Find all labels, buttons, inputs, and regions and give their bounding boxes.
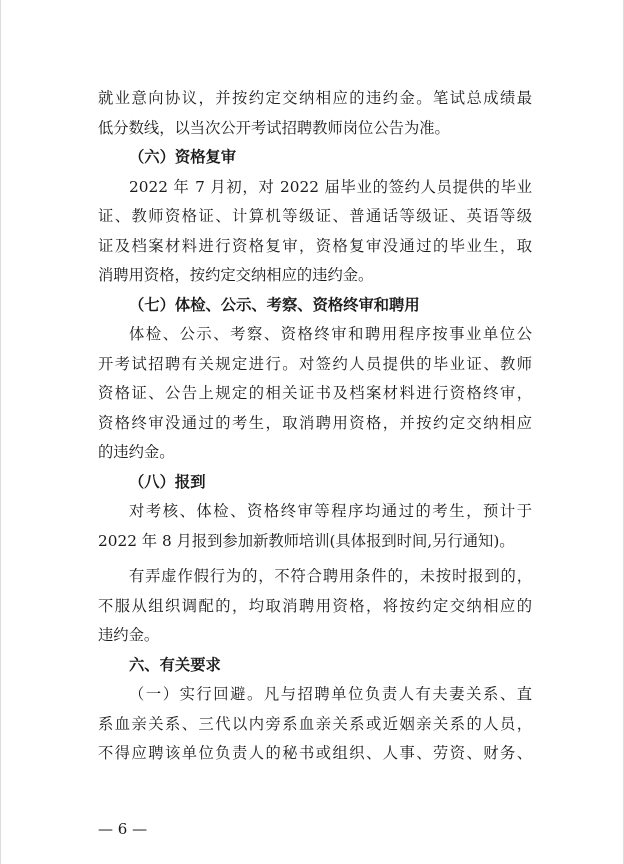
text-line: 低分数线，以当次公开考试招聘教师岗位公告为准。 [98,118,450,137]
text-line: 资格证、公告上规定的相关证书及档案材料进行资格终审， [98,384,532,402]
text-line: 消聘用资格，按约定交纳相应的违约金。 [98,266,374,284]
text-line: 2022 年 7 月初，对 2022 届毕业的签约人员提供的毕业 [129,177,532,196]
page-number: — 6 — [98,820,148,838]
text-line: 证、教师资格证、计算机等级证、普通话等级证、英语等级 [98,207,532,225]
text-line: 不得应聘该单位负责人的秘书或组织、人事、劳资、财务、 [98,744,532,762]
section-heading-medical-exam-hiring: （七）体检、公示、考察、资格终审和聘用 [129,295,420,314]
text-line: 就业意向协议，并按约定交纳相应的违约金。笔试总成绩最 [98,89,532,107]
text-line: 的违约金。 [98,443,175,461]
text-line: 对考核、体检、资格终审等程序均通过的考生，预计于 [129,502,532,520]
section-heading-qualification-review: （六）资格复审 [129,148,237,166]
text-line: 证及档案材料进行资格复审，资格复审没通过的毕业生，取 [98,236,532,255]
text-line: （一）实行回避。凡与招聘单位负责人有夫妻关系、直 [129,685,532,703]
section-heading-report: （八）报到 [129,472,206,491]
text-line: 资格终审没通过的考生，取消聘用资格，并按约定交纳相应 [98,413,532,432]
document-body [98,84,532,769]
text-line: 体检、公示、考察、资格终审和聘用程序按事业单位公 [129,325,532,343]
text-line: 系血亲关系、三代以内旁系血亲关系或近姻亲关系的人员， [98,714,532,733]
section-heading-requirements: 六、有关要求 [129,655,221,674]
text-line: 开考试招聘有关规定进行。对签约人员提供的毕业证、教师 [98,354,532,373]
text-line: 违约金。 [98,626,160,644]
text-line: 2022 年 8 月报到参加新教师培训(具体报到时间,另行通知)。 [98,531,515,550]
text-line: 不服从组织调配的，均取消聘用资格，将按约定交纳相应的 [98,596,532,615]
text-line: 有弄虚作假行为的，不符合聘用条件的，未按时报到的， [129,567,532,585]
